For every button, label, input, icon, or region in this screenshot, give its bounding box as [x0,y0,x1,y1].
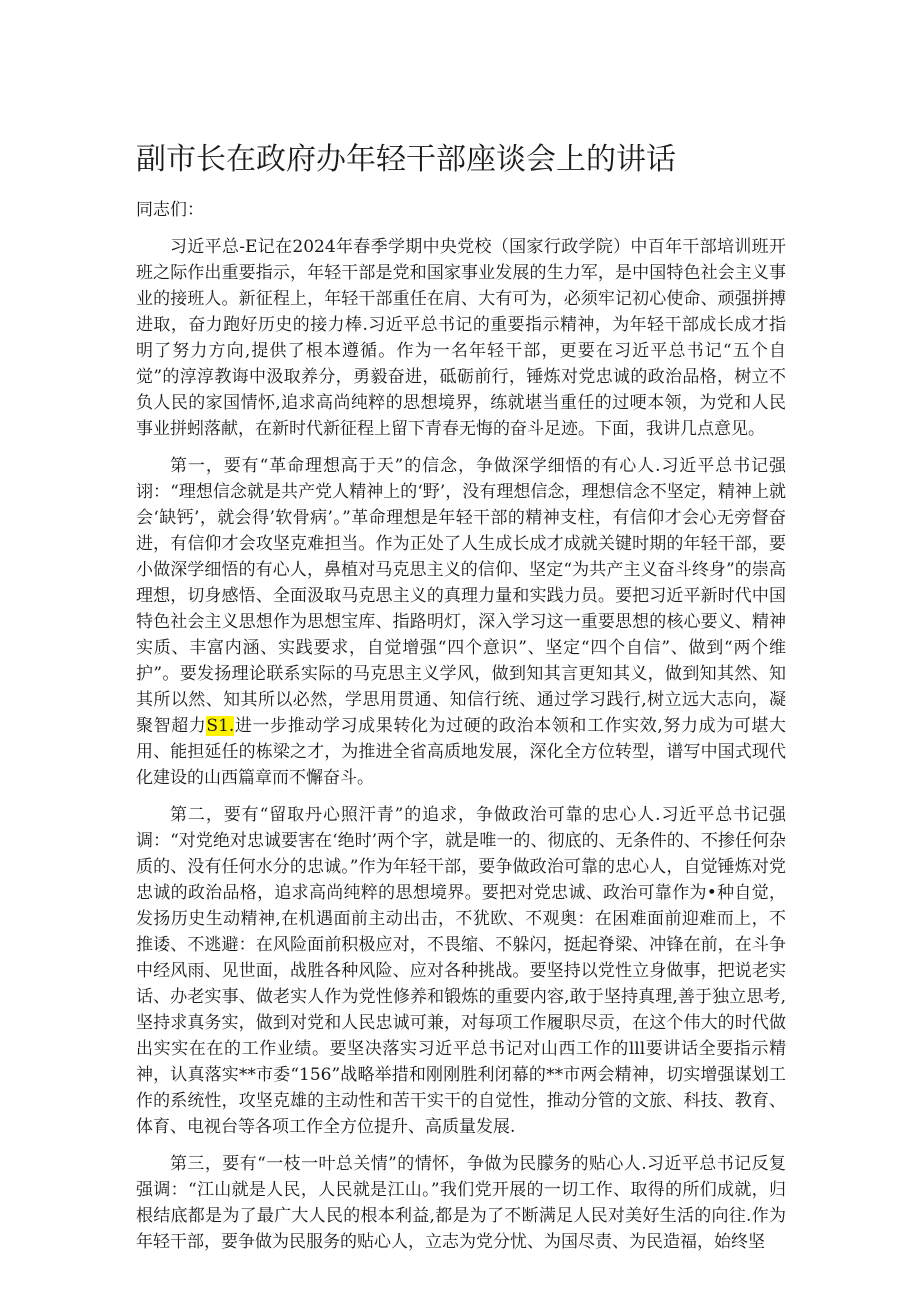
paragraph-third-point: 第三，要有“一枝一叶总关情”的情怀，争做为民朦务的贴心人.习近平总书记反复强调：“江山就是人民，人民就是江山。”我们党开展的一切工作、取得的所们成就，归根结底都是为了最广大人民的根本利益,都是为了不断满足人民对美好生活的向往.作为年轻干部，要争做为民服务的贴心人，立志为党分忧、为国尽责、为民造福，始终坚 [136,1154,786,1252]
document-body [136,196,786,1266]
paragraph-second-point: 第二，要有“留取丹心照汗青”的追求，争做政治可靠的忠心人.习近平总书记强调：“对党绝对忠诚要害在‘绝时’两个字，就是唯一的、彻底的、无条件的、不掺任何杂质的、没有任何水分的忠诚。”作为年轻干部，要争做政治可靠的忠心人，自觉锤炼对党忠诚的政治品格，追求高尚纯粹的思想境界。要把对党忠诚、政治可靠作为•种自觉，发扬历史生动精神,在机遇面前主动出击，不犹欧、不观奥：在困难面前迎难而上，不推诿、不逃避：在风险面前积极应对，不畏缩、不躲闪，挺起脊梁、冲锋在前，在斗争中经风雨、见世面，战胜各种风险、应对各种挑战。要坚持以党性立身做事，把说老实话、办老实事、做老实人作为党性修养和锻炼的重要内容,敢于坚持真理,善于独立思考,坚持求真务实，做到对党和人民忠诚可兼，对每项工作履职尽贡，在这个伟大的时代做出实实在在的工作业绩。要坚决落实习近平总书记对山西工作的lll要讲话全要指示精神，认真落实**市委“156”战略举措和刚刚胜利闭幕的**市两会精神，切实增强谋划工作的系统性，攻坚克雄的主动性和苦干实干的自觉性，推动分管的文旅、科技、教育、体育、电视台等各项工作全方位提升、高质量发展. [136,805,786,1137]
highlighted-text: S1. [206,716,235,736]
paragraph-first-point-text-before: 第一，要有“革命理想高于天”的信念，争做深学细悟的有心人.习近平总书记强诩：“理想信念就是共产党人精神上的‘野’，没有理想信念，理想信念不坚定，精神上就会‘缺钙’，就会得’软骨病’。”革命理想是年轻干部的精神支柱，有信仰才会心无旁督奋进，有信仰才会攻坚克难担当。作为正处了人生成长成才成就关键时期的年轻干部，要小做深学细悟的有心人，鼻植对马克思主义的信仰、坚定“为共产主义奋斗终身”的崇高理想，切身感悟、全面汲取马克思主义的真理力量和实践力员。要把习近平新时代中国特色社会主义思想作为思想宝库、指路明灯，深入学习这一重要思想的核心要义、精神实质、丰富内涵、实践要求，自觉增强“四个意识”、坚定“四个自信”、做到“两个维护”。要发扬理论联系实际的马克思主义学风，做到知其言更知其义，做到知其然、知其所以然、知其所以必然，学思用贯通、知信行统、通过学习践行,树立远大志向，凝聚智超力 [136,456,786,736]
greeting: 同志们： [136,200,204,220]
paragraph-first-point [136,453,786,791]
document-title: 副市长在政府办年轻干部座谈会上的讲话 [136,142,676,177]
paragraph-first-point-text-after: 进一步推动学习成果转化为过硬的政治本领和工作实效,努力成为可堪大用、能担延任的栋梁之才，为推进全省高质地发展，深化全方位转型，谱写中国式现代化建设的山西篇章而不懈奋斗。 [136,716,787,788]
paragraph-intro: 习近平总-E记在2024年春季学期中央党校（国家行政学院）中百年干部培训班开班之际作出重要指示，年轻干部是党和国家事业发展的生力军，是中国特色社会主义事业的接班人。新征程上，年轻干部重任在肩、大有可为，必须牢记初心使命、顽强拼搏进取，奋力跑好历史的接力棒.习近平总书记的重要指示精神，为年轻干部成长成才指明了努力方向,提供了根本遵循。作为一名年轻干部，更要在习近平总书记“五个自觉”的淳淳教诲中汲取养分，勇毅奋进，砥砺前行，锤炼对党忠诚的政治品格，树立不负人民的家国情怀,追求高尚纯粹的思想境界，练就堪当重任的过哽本领，为党和人民事业拼蚓落献，在新时代新征程上留下青春无悔的奋斗足迹。下面，我讲几点意见。 [136,237,786,439]
